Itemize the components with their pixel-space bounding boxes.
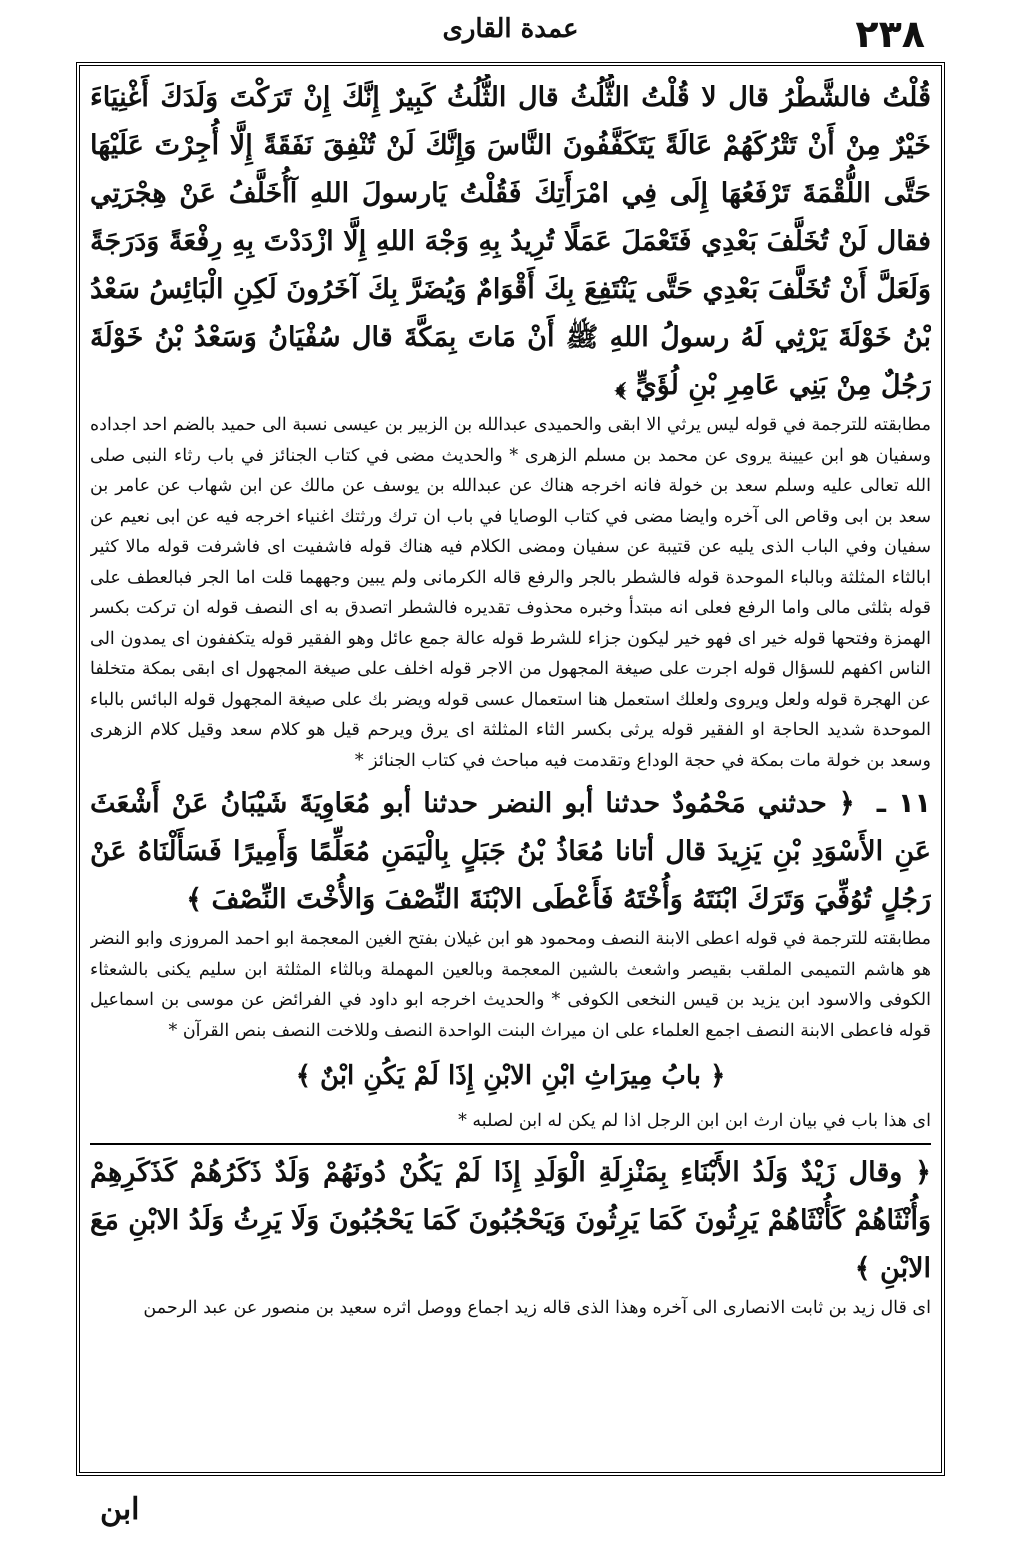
running-title: عمدة القاری [442, 14, 579, 44]
hadith-body: ﴿ حدثني مَحْمُودٌ حدثنا أبو النضر حدثنا أبو مُعَاوِيَةَ شَيْبَانُ عَنْ أَشْعَثَ عَنِ الأَسْوَدِ بْنِ يَزِيدَ قال أتانا مُعَاذُ بْنُ جَبَلٍ بِالْيَمَنِ مُعَلِّمًا وَأَمِيرًا فَسَأَلْنَاهُ عَنْ رَجُلٍ تُوُفِّيَ وَتَرَكَ ابْنَتَهُ وَأُخْتَهُ فَأَعْطَى الابْنَةَ النِّصْفَ وَالأُخْتَ النِّصْفَ ﴾ [90, 788, 931, 915]
page-number: ۲۳۸ [855, 12, 925, 56]
chapter-explanation: اى هذا باب في بيان ارث ابن ابن الرجل اذا لم يكن له ابن لصلبه * [458, 1111, 931, 1131]
page-content [90, 74, 931, 1464]
catchword: ابن [100, 1492, 140, 1527]
divider [90, 1143, 931, 1145]
hadith-text: قُلْتُ فالشَّطْرُ قال لا قُلْتُ الثُّلُثُ قال الثُّلُثُ كَبِيرٌ إِنَّكَ إِنْ تَرَكْتَ وَلَدَكَ أَغْنِيَاءَ خَيْرٌ مِنْ أَنْ تَتْرُكَهُمْ عَالَةً يَتَكَفَّفُونَ النَّاسَ وَإِنَّكَ لَنْ تُنْفِقَ نَفَقَةً إِلَّا أُجِرْتَ عَلَيْهَا حَتَّى اللُّقْمَةَ تَرْفَعُهَا إِلَى فِي امْرَأَتِكَ فَقُلْتُ يَارسولَ اللهِ آأُخَلَّفُ عَنْ هِجْرَتِي فقال لَنْ تُخَلَّفَ بَعْدِي فَتَعْمَلَ عَمَلًا تُرِيدُ بِهِ وَجْهَ اللهِ إِلَّا ازْدَدْتَ بِهِ رِفْعَةً وَدَرَجَةً وَلَعَلَّ أَنْ تُخَلَّفَ بَعْدِي حَتَّى يَنْتَفِعَ بِكَ أَقْوَامٌ وَيُضَرَّ بِكَ آخَرُونَ لَكِنِ الْبَائِسُ سَعْدُ بْنُ خَوْلَةَ يَرْثِي لَهُ رسولُ اللهِ ﷺ أَنْ مَاتَ بِمَكَّةَ قال سُفْيَانُ وَسَعْدُ بْنُ خَوْلَةَ رَجُلٌ مِنْ بَنِي عَامِرِ بْنِ لُؤَيٍّ ﴾ [90, 82, 931, 401]
hadith-text [90, 780, 931, 924]
athar-text: ﴿ وقال زَيْدٌ وَلَدُ الأَبْنَاءِ بِمَنْزِلَةِ الْوَلَدِ إِذَا لَمْ يَكُنْ دُونَهُمْ وَلَدٌ ذَكَرُهُمْ كَذَكَرِهِمْ وَأُنْثَاهُمْ كَأُنْثَاهُمْ يَرِثُونَ كَمَا يَرِثُونَ وَيَحْجُبُونَ كَمَا يَحْجُبُونَ وَلَا يَرِثُ وَلَدُ الابْنِ مَعَ الابْنِ ﴾ [90, 1156, 931, 1284]
chapter-heading: ﴿ بابُ مِيرَاثِ ابْنِ الابْنِ إِذَا لَمْ يَكُنِ ابْنٌ ﴾ [295, 1061, 726, 1091]
commentary-paragraph: اى قال زيد بن ثابت الانصارى الى آخره وهذا الذى قاله زيد اجماع ووصل اثره سعيد بن منصور عن عبد الرحمن [143, 1297, 931, 1318]
commentary-paragraph: مطابقته للترجمة في قوله اعطى الابنة النصف ومحمود هو ابن غيلان بفتح الغين المعجمة ابو احمد المروزى وابو النضر هو هاشم التميمى الملقب بقيصر واشعث بالشين المعجمة وبالعين المهملة وبالثاء المثلثة ابن سليم يكنى بالشعثاء الكوفى والاسود ابن يزيد بن قيس النخعى الكوفى * والحديث اخرجه ابو داود في الفرائض عن موسى بن اسماعيل قوله فاعطى الابنة النصف اجمع العلماء على ان ميراث البنت الواحدة النصف وللاخت النصف بنص القرآن * [90, 929, 931, 1041]
page-header [0, 0, 1021, 60]
hadith-number: ۱۱ ـ [876, 788, 931, 819]
commentary-paragraph: مطابقته للترجمة في قوله ليس يرثي الا ابقى والحميدى عبدالله بن الزبير بن عيسى نسبة الى حميد بالضم احد اجداده وسفيان هو ابن عيينة يروى عن محمد بن مسلم الزهرى * والحديث مضى في كتاب الجنائز في باب رثاء النبى صلى الله تعالى عليه وسلم سعد بن خولة فانه اخرجه هناك عن عبدالله بن يوسف عن مالك عن ابن شهاب عن عامر بن سعد بن ابى وقاص الى آخره وايضا مضى في كتاب الوصايا في باب ان ترك ورثتك اغنياء اخرجه فيه عن ابى نعيم عن سفيان وفي الباب الذى يليه عن قتيبة عن سفيان ومضى الكلام فيه هناك قوله فاشفيت اى فاشرفت قوله مالا كثير ابالثاء المثلثة وبالباء الموحدة قوله فالشطر بالجر والرفع قاله الكرمانى ولم يبين وجههما قلت اما الجر فبالعطف على قوله بثلثى مالى واما الرفع فعلى انه مبتدأ وخبره محذوف تقديره فالشطر اتصدق به اى النصف قوله ان تركت بكسر الهمزة وفتحها قوله خير اى فهو خير ليكون جزاء للشرط قوله عالة جمع عائل وهو الفقير قوله يتكففون اى يمدون الى الناس اكفهم للسؤال قوله اجرت على صيغة المجهول من الاجر قوله اخلف على صيغة المجهول اى ابقى بمكة متخلفا عن الهجرة قوله ولعل ويروى ولعلك استعمل هنا استعمال عسى قوله ويضر بك على صيغة المجهول قوله البائس بالباء الموحدة شديد الحاجة او الفقير قوله يرثى بكسر الثاء المثلثة اى يرق ويرحم قيل هو كلام سعد وقيل كلام الزهرى وسعد بن خولة مات بمكة في حجة الوداع وتقدمت فيه مباحث في كتاب الجنائز * [90, 415, 931, 771]
